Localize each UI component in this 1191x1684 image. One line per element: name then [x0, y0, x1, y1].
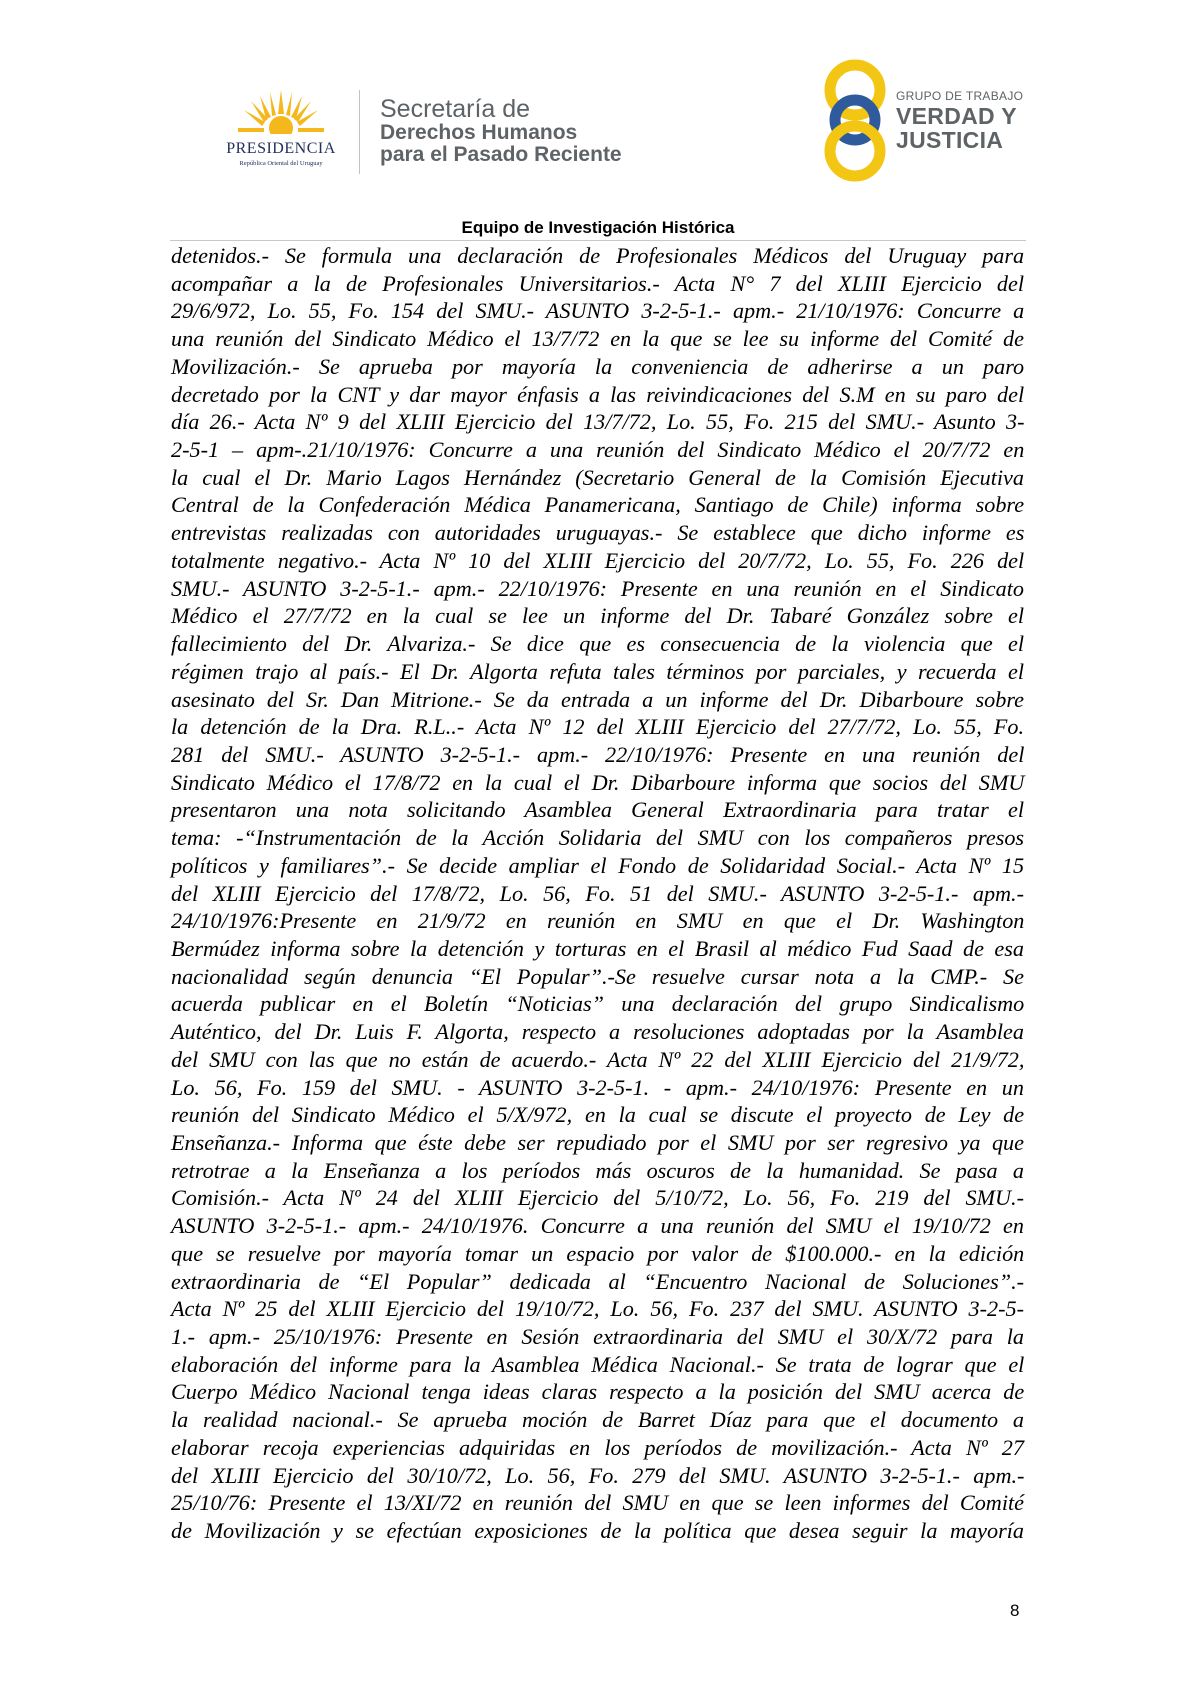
body-line: tema: -“Instrumentación de la Acción Solidaria del SMU con los compañeros presos [171, 825, 1025, 851]
body-line: 1.- apm.- 25/10/1976: Presente en Sesión extraordinaria del SMU el 30/X/72 para la [171, 1324, 1024, 1350]
grupo-line-2: VERDAD Y [896, 103, 1017, 129]
secretaria-line-2: Derechos Humanos [380, 121, 578, 144]
sun-emblem-icon [238, 88, 324, 140]
grupo-line-3: JUSTICIA [896, 127, 1004, 153]
body-line: Cuerpo Médico Nacional tenga ideas claras respecto a la posición del SMU acerca de [171, 1379, 1025, 1405]
body-line: presentaron una nota solicitando Asamblea General Extraordinaria para tratar el [171, 797, 1024, 823]
header-divider [359, 90, 360, 174]
grupo-line-1: GRUPO DE TRABAJO [896, 89, 1024, 103]
body-line: la detención de la Dra. R.L..- Acta Nº 12 del XLIII Ejercicio del 27/7/72, Lo. 55, Fo. [171, 714, 1024, 740]
body-line: Auténtico, del Dr. Luis F. Algorta, respecto a resoluciones adoptadas por la Asamblea [171, 1019, 1024, 1045]
body-line: que se resuelve por mayoría tomar un espacio por valor de $100.000.- en la edición [171, 1240, 1025, 1266]
body-line: entrevistas realizadas con autoridades uruguayas.- Se establece que dicho informe es [171, 520, 1025, 546]
body-line: día 26.- Acta Nº 9 del XLIII Ejercicio del 13/7/72, Lo. 55, Fo. 215 del SMU.- Asunto 3- [171, 409, 1025, 435]
presidencia-subtitle: República Oriental del Uruguay [239, 160, 323, 167]
body-line: Médico el 27/7/72 en la cual se lee un informe del Dr. Tabaré González sobre el [171, 603, 1024, 629]
header-rule [170, 240, 1026, 241]
body-line: del XLIII Ejercicio del 30/10/72, Lo. 56, Fo. 279 del SMU. ASUNTO 3-2-5-1.- apm.- [171, 1462, 1025, 1488]
secretaria-line-3: para el Pasado Reciente [380, 143, 622, 166]
body-line: 2-5-1 – apm-.21/10/1976: Concurre a una reunión del Sindicato Médico el 20/7/72 en [171, 437, 1025, 463]
body-line: acuerda publicar en el Boletín “Noticias” una declaración del grupo Sindicalismo [171, 991, 1025, 1017]
body-line: de Movilización y se efectúan exposiciones de la política que desea seguir la mayoría [171, 1518, 1024, 1544]
body-line: Sindicato Médico el 17/8/72 en la cual el Dr. Dibarboure informa que socios del SMU [171, 769, 1025, 795]
interlocked-rings-icon [820, 58, 894, 183]
body-line: SMU.- ASUNTO 3-2-5-1.- apm.- 22/10/1976: Presente en una reunión en el Sindicato [171, 575, 1024, 601]
body-line: la realidad nacional.- Se aprueba moción de Barret Díaz para que el documento a [171, 1407, 1024, 1433]
secretaria-line-1: Secretaría de [380, 95, 531, 123]
body-line: régimen trajo al país.- El Dr. Algorta refuta tales términos por parciales, y recuerda el [171, 658, 1024, 684]
body-line: Enseñanza.- Informa que éste debe ser repudiado por el SMU por ser regresivo ya que [171, 1130, 1024, 1155]
body-line: ASUNTO 3-2-5-1.- apm.- 24/10/1976. Concurre a una reunión del SMU el 19/10/72 en [171, 1213, 1024, 1239]
body-line: políticos y familiares”.- Se decide ampliar el Fondo de Solidaridad Social.- Acta Nº 15 [171, 852, 1025, 878]
body-line: del SMU con las que no están de acuerdo.- Acta Nº 22 del XLIII Ejercicio del 21/9/72, [171, 1046, 1025, 1072]
presidencia-logo [210, 88, 352, 174]
body-line: asesinato del Sr. Dan Mitrione.- Se da entrada a un informe del Dr. Dibarboure sobre [171, 686, 1024, 712]
body-line: del XLIII Ejercicio del 17/8/72, Lo. 56, Fo. 51 del SMU.- ASUNTO 3-2-5-1.- apm.- [171, 880, 1024, 906]
body-line: acompañar a la de Profesionales Universitarios.- Acta N° 7 del XLIII Ejercicio del [171, 270, 1025, 296]
body-line: Central de la Confederación Médica Panamericana, Santiago de Chile) informa sobre [171, 492, 1025, 518]
body-line: nacionalidad según denuncia “El Popular”.-Se resuelve cursar nota a la CMP.- Se [171, 963, 1024, 989]
body-line: 25/10/76: Presente el 13/XI/72 en reunión del SMU en que se leen informes del Comité [171, 1490, 1024, 1516]
body-line: retrotrae a la Enseñanza a los períodos más oscuros de la humanidad. Se pasa a [171, 1157, 1024, 1183]
body-line: Acta Nº 25 del XLIII Ejercicio del 19/10/72, Lo. 56, Fo. 237 del SMU. ASUNTO 3-2-5- [171, 1296, 1024, 1322]
body-line: fallecimiento del Dr. Alvariza.- Se dice que es consecuencia de la violencia que el [171, 631, 1024, 657]
body-text [171, 242, 1024, 1545]
body-line: Movilización.- Se aprueba por mayoría la conveniencia de adherirse a un paro [171, 353, 1025, 379]
body-line: totalmente negativo.- Acta Nº 10 del XLIII Ejercicio del 20/7/72, Lo. 55, Fo. 226 del [171, 547, 1025, 573]
body-line: Lo. 56, Fo. 159 del SMU. - ASUNTO 3-2-5-1. - apm.- 24/10/1976: Presente en un [171, 1074, 1024, 1100]
presidencia-name: PRESIDENCIA [226, 140, 336, 157]
body-line: elaborar recoja experiencias adquiridas en los períodos de movilización.- Acta Nº 27 [171, 1434, 1024, 1460]
body-line: decretado por la CNT y dar mayor énfasis a las reivindicaciones del S.M en su paro del [171, 381, 1025, 407]
body-line: 281 del SMU.- ASUNTO 3-2-5-1.- apm.- 22/10/1976: Presente en una reunión del [171, 741, 1025, 767]
body-line: 24/10/1976:Presente en 21/9/72 en reunión en SMU en que el Dr. Washington [171, 908, 1025, 934]
verdad-justicia-logo [820, 58, 1040, 183]
body-line: reunión del Sindicato Médico el 5/X/972, en la cual se discute el proyecto de Ley de [171, 1102, 1025, 1128]
body-line: una reunión del Sindicato Médico el 13/7/72 en la que se lee su informe del Comité de [171, 326, 1024, 352]
body-line: 29/6/972, Lo. 55, Fo. 154 del SMU.- ASUNTO 3-2-5-1.- apm.- 21/10/1976: Concurre a [171, 298, 1025, 324]
body-line: extraordinaria de “El Popular” dedicada al “Encuentro Nacional de Soluciones”.- [171, 1268, 1025, 1294]
body-line: elaboración del informe para la Asamblea Médica Nacional.- Se trata de lograr que el [171, 1351, 1025, 1377]
secretaria-logo [380, 96, 622, 166]
body-line: la cual el Dr. Mario Lagos Hernández (Secretario General de la Comisión Ejecutiva [171, 464, 1024, 490]
body-line: detenidos.- Se formula una declaración de Profesionales Médicos del Uruguay para [171, 243, 1025, 268]
page-number: 8 [1010, 1601, 1020, 1620]
body-line: Comisión.- Acta Nº 24 del XLIII Ejercicio del 5/10/72, Lo. 56, Fo. 219 del SMU.- [171, 1185, 1024, 1211]
body-line: Bermúdez informa sobre la detención y torturas en el Brasil al médico Fud Saad de esa [171, 935, 1024, 961]
running-header: Equipo de Investigación Histórica [461, 218, 735, 237]
